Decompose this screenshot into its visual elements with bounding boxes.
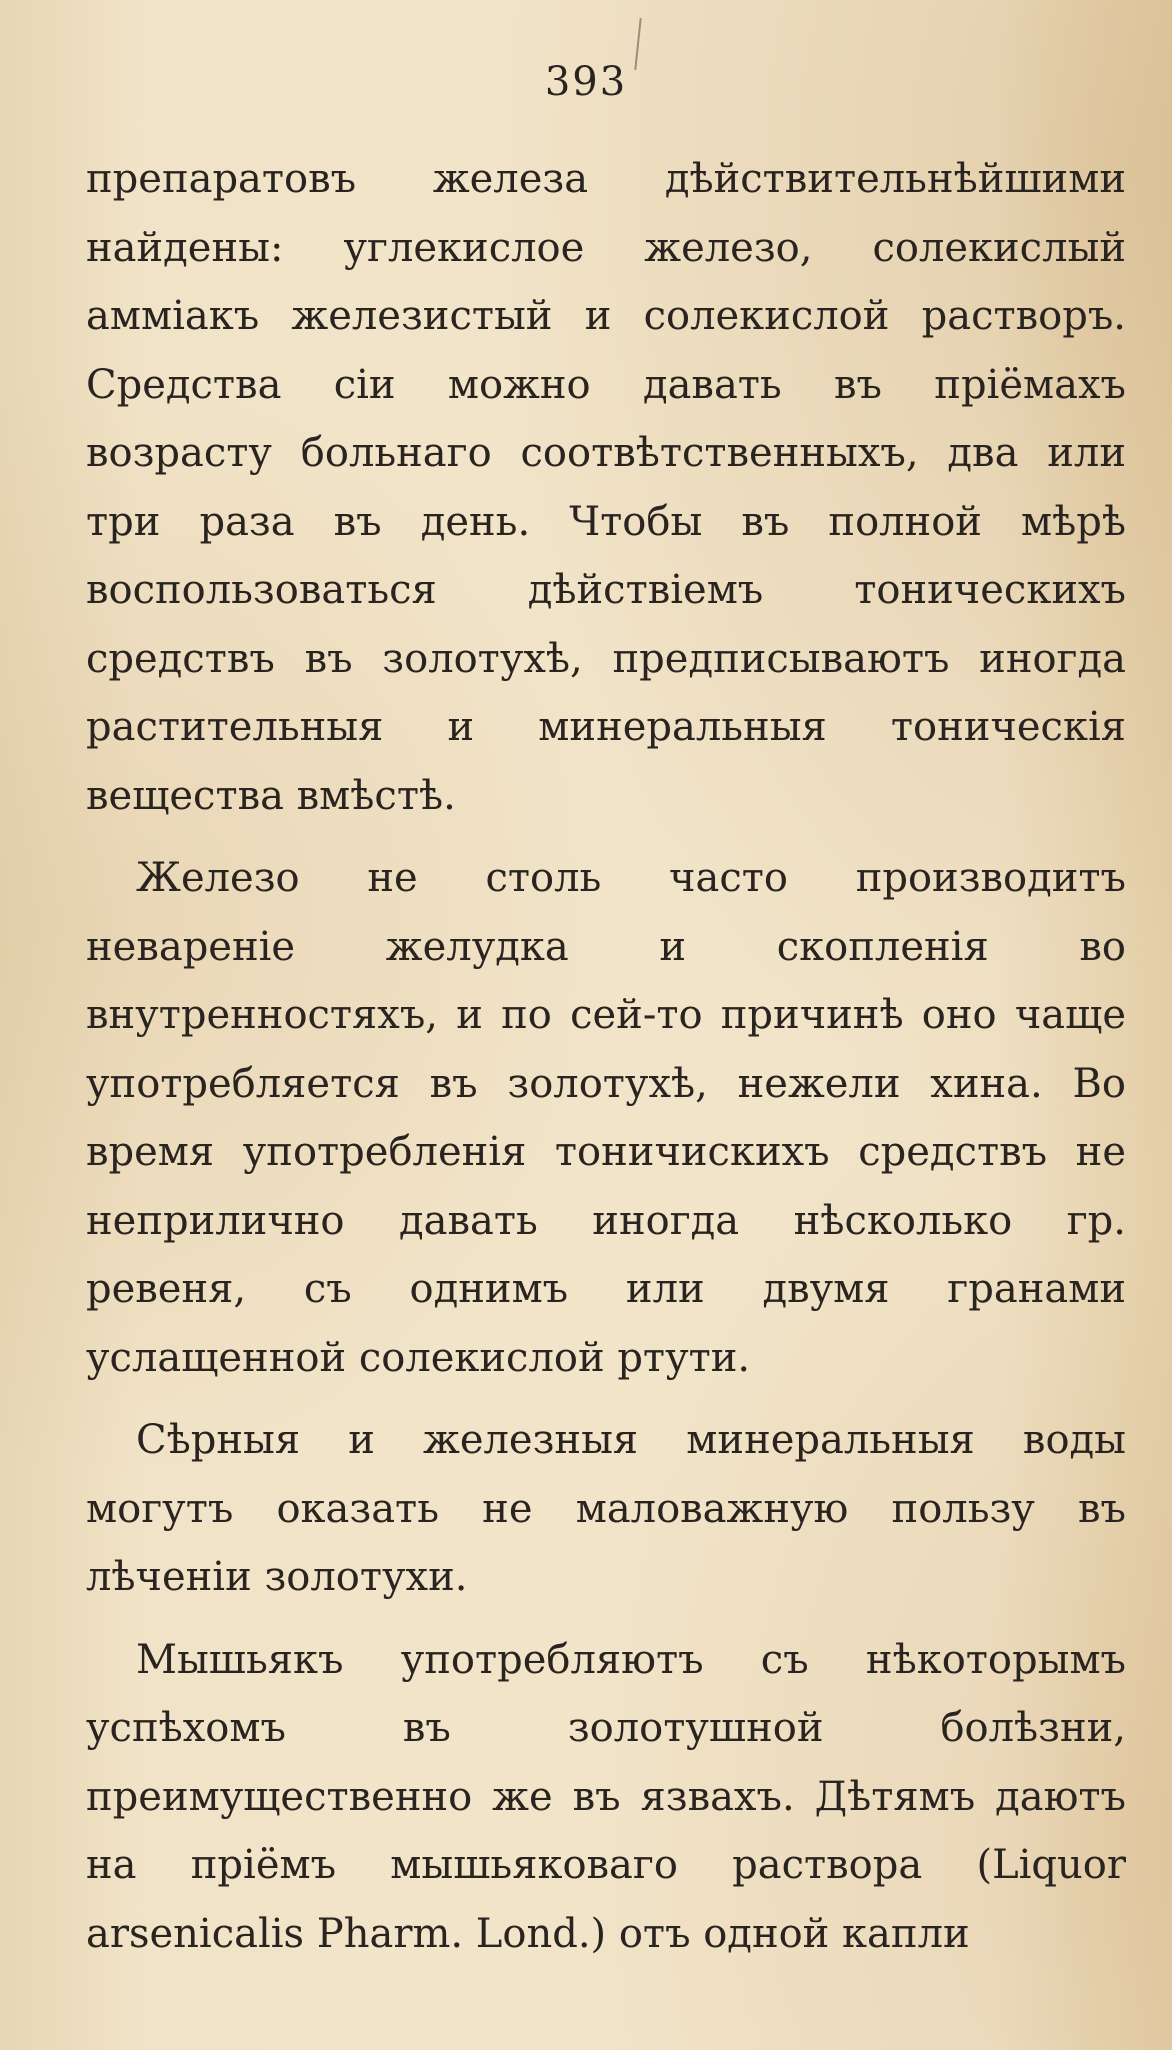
body-text [86, 145, 1126, 1968]
paragraph: Мышьякъ употребляютъ съ нѣкоторымъ успѣхомъ въ золотушной болѣзни, преимущественно же въ язвахъ. Дѣтямъ даютъ на пріёмъ мышьяковаго раствора (Liquor arsenicalis Pharm. Lond.) отъ одной капли [86, 1636, 1126, 1957]
paragraph: Сѣрныя и железныя минеральныя воды могутъ оказать не маловажную пользу въ лѣченіи золотухи. [86, 1417, 1126, 1600]
paragraph: Железо не столь часто производитъ невареніе желудка и скопленія во внутренностяхъ, и по сей-то причинѣ оно чаще употребляется въ золотухѣ, нежели хина. Во время употребленія тоничискихъ средствъ не неприлично давать иногда нѣсколько гр. ревеня, съ однимъ или двумя гранами услащенной солекислой ртути. [86, 855, 1126, 1381]
page-number: 393 [544, 59, 628, 105]
paragraph: препаратовъ железа дѣйствительнѣйшими найдены: углекислое железо, солекислый амміакъ железистый и солекислой растворъ. Средства сіи можно давать въ пріёмахъ возрасту больнаго соотвѣтственныхъ, два или три раза въ день. Чтобы въ полной мѣрѣ воспользоваться дѣйствіемъ тоническихъ средствъ въ золотухѣ, предписываютъ иногда растительныя и минеральныя тоническія вещества вмѣстѣ. [86, 156, 1126, 819]
